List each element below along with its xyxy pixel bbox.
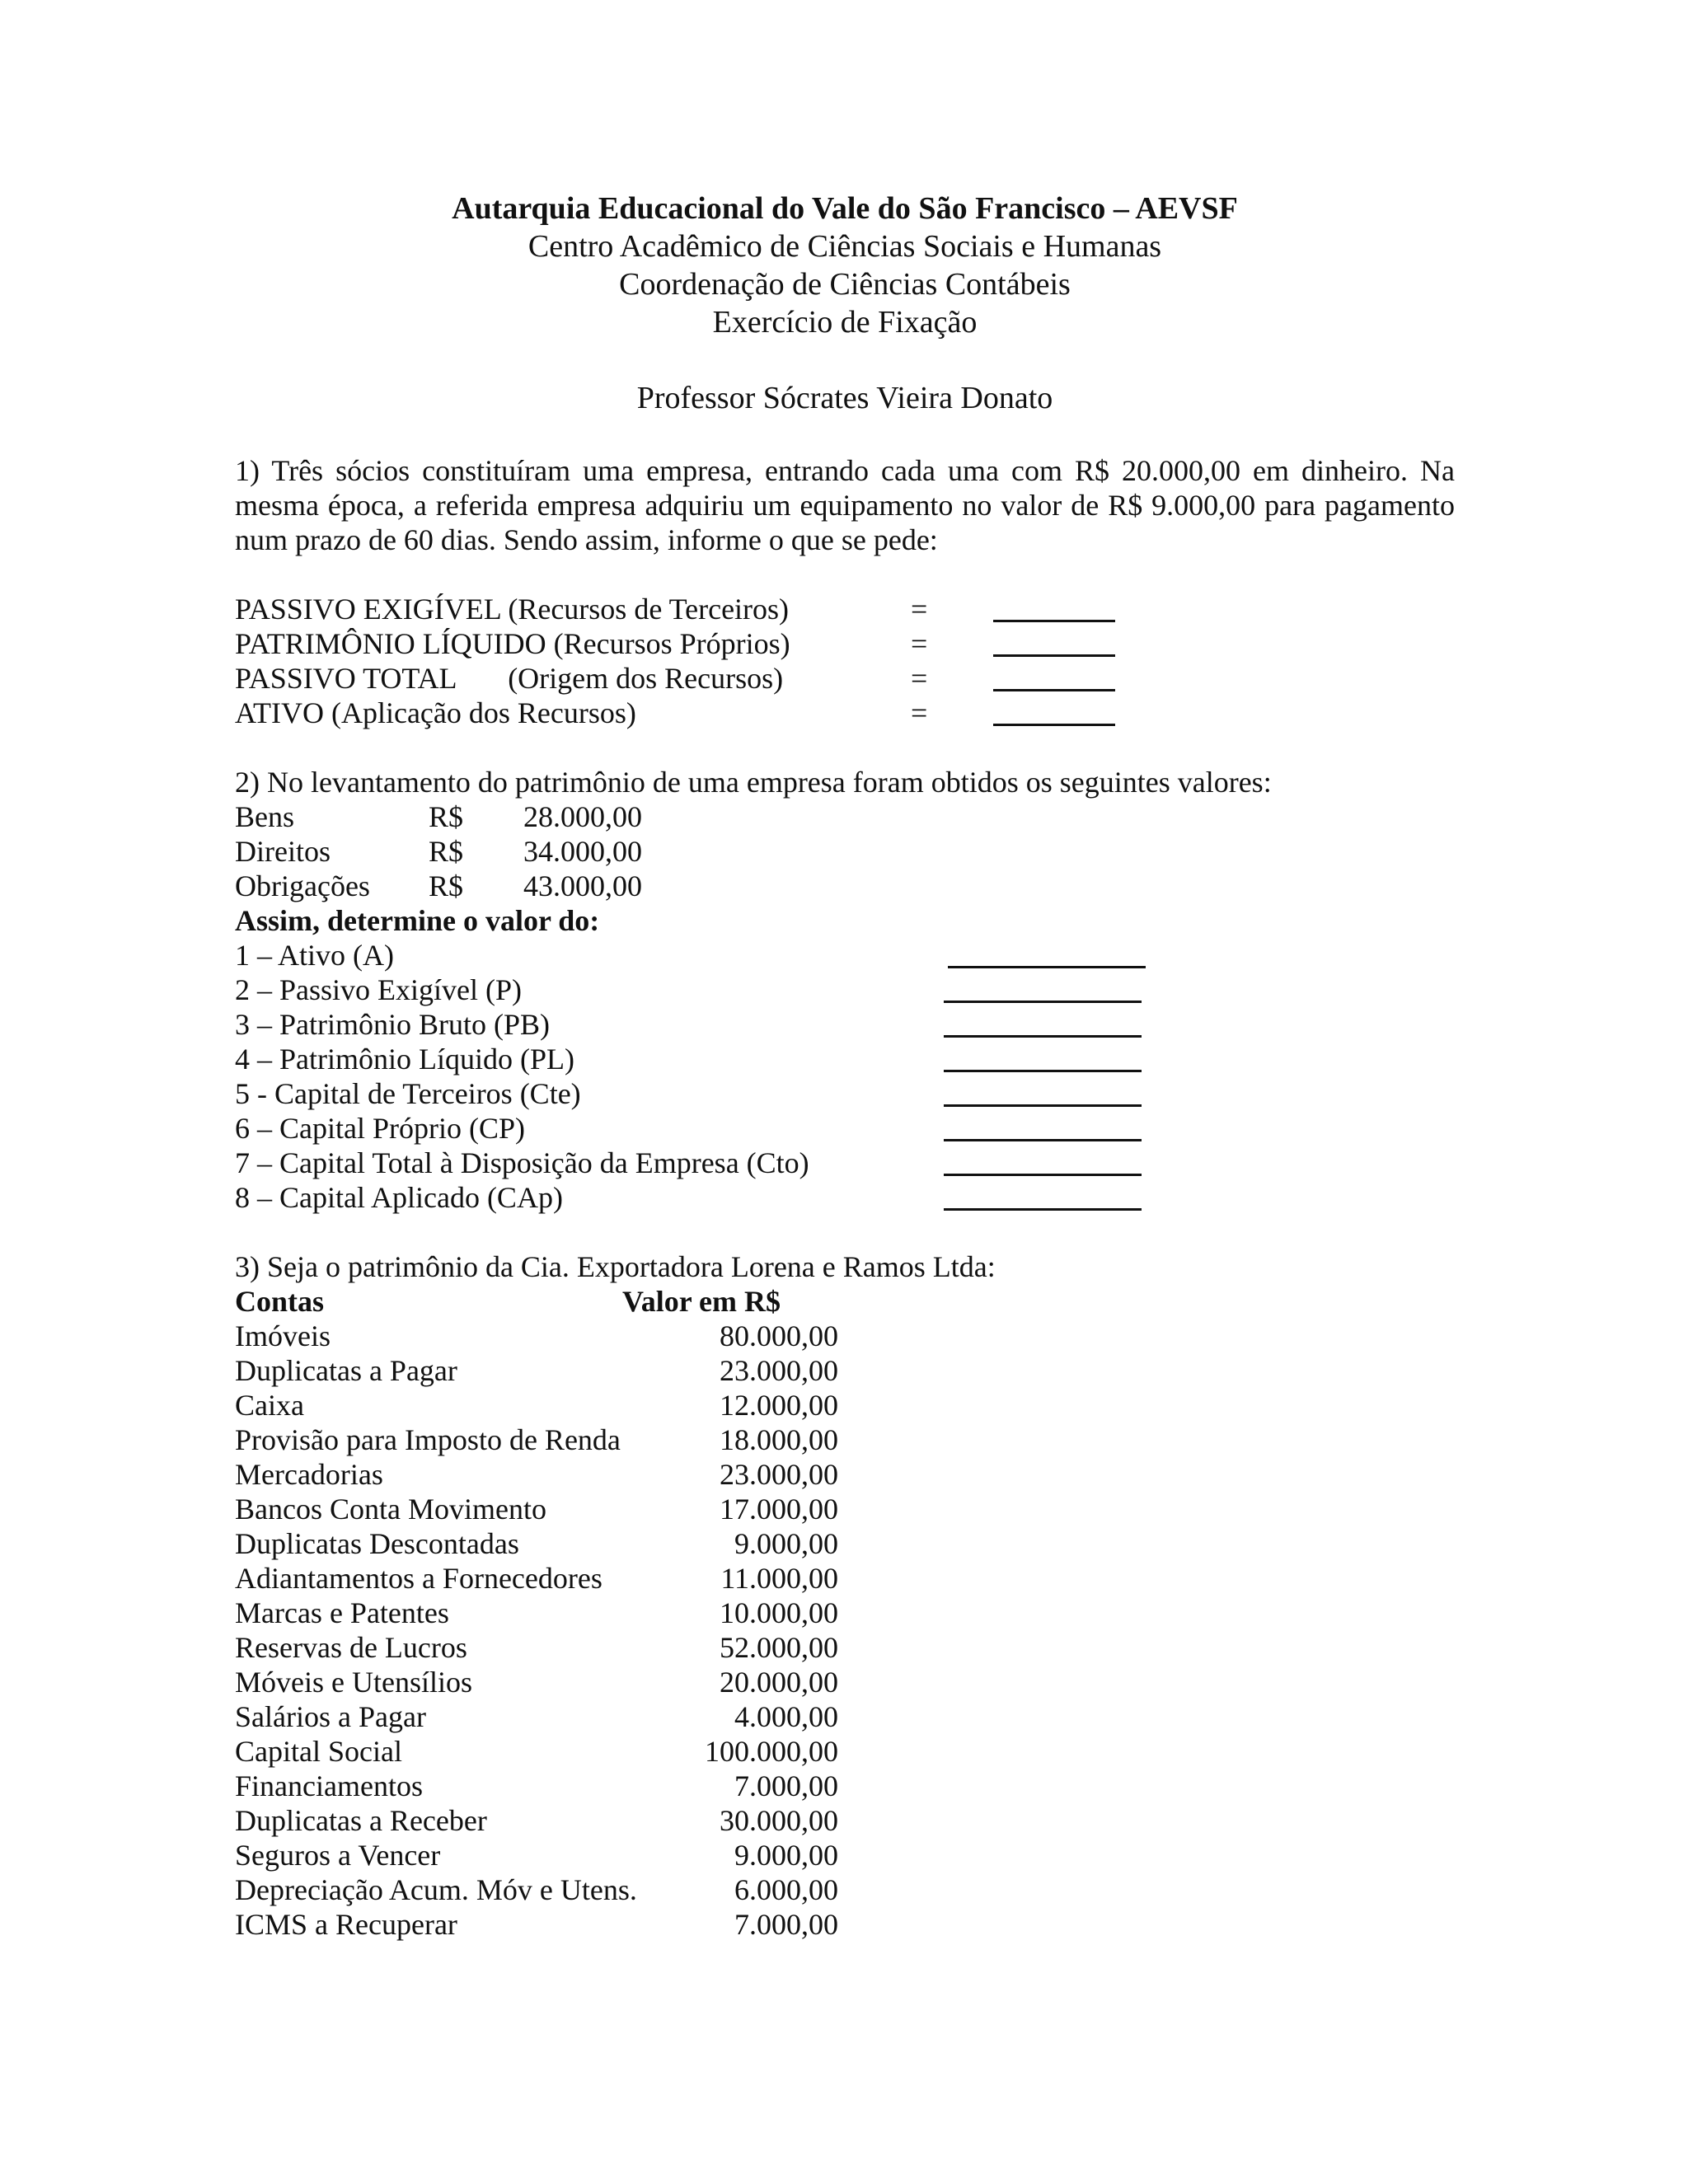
account-name: Imóveis <box>235 1319 331 1352</box>
q1-answer-blank <box>993 689 1115 691</box>
q2-item-label: 7 – Capital Total à Disposição da Empresa (Cto) <box>235 1146 809 1179</box>
q2-answer-blank <box>944 1035 1142 1038</box>
document-page <box>235 190 1455 1942</box>
q2-answer-blank <box>944 1208 1142 1211</box>
question-3-text: 3) Seja o patrimônio da Cia. Exportadora Lorena e Ramos Ltda: <box>235 1250 996 1283</box>
q2-value-amount: 43.000,00 <box>523 869 642 902</box>
account-name: Duplicatas a Receber <box>235 1804 487 1837</box>
q2-answer-blank <box>944 1001 1142 1003</box>
account-value: 9.000,00 <box>734 1839 838 1872</box>
table-row <box>235 1492 1455 1526</box>
q2-value-currency: R$ <box>429 835 464 868</box>
table-row <box>235 1734 1455 1769</box>
account-name: Adiantamentos a Fornecedores <box>235 1562 603 1595</box>
table-row <box>235 1457 1455 1492</box>
account-value: 10.000,00 <box>720 1596 838 1629</box>
q1-equals-sign: = <box>911 662 928 695</box>
account-value: 100.000,00 <box>705 1735 838 1768</box>
q2-value-name: Obrigações <box>235 869 370 902</box>
q1-equals-sign: = <box>911 696 928 729</box>
account-value: 52.000,00 <box>720 1631 838 1664</box>
q1-equals-sign: = <box>911 627 928 660</box>
q2-value-name: Bens <box>235 800 294 833</box>
q2-value-row <box>235 869 1455 903</box>
account-name: Marcas e Patentes <box>235 1596 449 1629</box>
q3-col-accounts: Contas <box>235 1285 325 1318</box>
account-name: Seguros a Vencer <box>235 1839 441 1872</box>
table-row <box>235 1630 1455 1665</box>
account-value: 7.000,00 <box>734 1908 838 1941</box>
account-name: Reservas de Lucros <box>235 1631 467 1664</box>
q2-value-name: Direitos <box>235 835 331 868</box>
q1-row-label: PATRIMÔNIO LÍQUIDO (Recursos Próprios) <box>235 627 790 660</box>
coordination-title: Coordenação de Ciências Contábeis <box>619 267 1071 302</box>
table-row <box>235 1769 1455 1803</box>
q2-item-row <box>235 1180 1455 1215</box>
account-name: Depreciação Acum. Móv e Utens. <box>235 1873 637 1906</box>
table-row <box>235 1319 1455 1353</box>
account-value: 17.000,00 <box>720 1493 838 1526</box>
account-name: Duplicatas a Pagar <box>235 1354 457 1387</box>
q2-instruction: Assim, determine o valor do: <box>235 904 600 937</box>
account-value: 23.000,00 <box>720 1458 838 1491</box>
q2-value-row <box>235 834 1455 869</box>
q1-row-label: ATIVO (Aplicação dos Recursos) <box>235 696 636 729</box>
account-name: Provisão para Imposto de Renda <box>235 1423 621 1456</box>
q2-answer-blank <box>948 966 1146 968</box>
table-row <box>235 1596 1455 1630</box>
account-value: 12.000,00 <box>720 1389 838 1422</box>
q2-answer-blank <box>944 1139 1142 1141</box>
table-row <box>235 1803 1455 1838</box>
q2-item-row <box>235 1007 1455 1042</box>
institution-title: Autarquia Educacional do Vale do São Francisco – AEVSF <box>452 191 1238 226</box>
account-value: 30.000,00 <box>720 1804 838 1837</box>
question-2-text: 2) No levantamento do patrimônio de uma empresa foram obtidos os seguintes valores: <box>235 766 1272 799</box>
account-name: Salários a Pagar <box>235 1700 426 1733</box>
table-row <box>235 1872 1455 1907</box>
account-value: 18.000,00 <box>720 1423 838 1456</box>
q2-value-currency: R$ <box>429 869 464 902</box>
account-value: 7.000,00 <box>734 1769 838 1802</box>
table-row <box>235 1526 1455 1561</box>
q2-value-amount: 28.000,00 <box>523 800 642 833</box>
account-name: Móveis e Utensílios <box>235 1666 472 1699</box>
account-name: ICMS a Recuperar <box>235 1908 457 1941</box>
center-title: Centro Acadêmico de Ciências Sociais e Humanas <box>528 229 1162 264</box>
q3-col-value: Valor em R$ <box>622 1285 781 1318</box>
account-name: Financiamentos <box>235 1769 423 1802</box>
q2-item-label: 5 - Capital de Terceiros (Cte) <box>235 1077 581 1110</box>
q1-answer-blank <box>993 654 1115 657</box>
account-value: 4.000,00 <box>734 1700 838 1733</box>
q2-item-label: 8 – Capital Aplicado (CAp) <box>235 1181 563 1214</box>
question-1-rows <box>235 592 1455 730</box>
q1-answer-blank <box>993 724 1115 726</box>
q2-answer-blank <box>944 1070 1142 1072</box>
q3-accounts-table <box>235 1319 1455 1942</box>
q2-value-currency: R$ <box>429 800 464 833</box>
table-row <box>235 1561 1455 1596</box>
account-name: Capital Social <box>235 1735 402 1768</box>
q2-item-label: 1 – Ativo (A) <box>235 939 394 972</box>
table-row <box>235 1699 1455 1734</box>
table-row <box>235 1665 1455 1699</box>
document-header <box>235 190 1455 379</box>
section-gap <box>235 730 1455 765</box>
q2-value-row <box>235 799 1455 834</box>
q2-item-row <box>235 1042 1455 1076</box>
account-name: Mercadorias <box>235 1458 383 1491</box>
q1-equals-sign: = <box>911 593 928 626</box>
account-name: Caixa <box>235 1389 304 1422</box>
q2-item-label: 4 – Patrimônio Líquido (PL) <box>235 1043 574 1076</box>
account-value: 11.000,00 <box>720 1562 838 1595</box>
q2-item-label: 6 – Capital Próprio (CP) <box>235 1112 525 1145</box>
q2-item-row <box>235 1076 1455 1111</box>
question-1-text: 1) Três sócios constituíram uma empresa, entrando cada uma com R$ 20.000,00 em dinheiro. Na mesma época, a referida empresa adquiriu um equipamento no valor de R$ 9.000,00 para pagamento num prazo de 60 dias. Sendo assim, informe o que se pede: <box>235 454 1455 556</box>
q2-answer-blank <box>944 1174 1142 1176</box>
section-gap <box>235 1215 1455 1249</box>
q1-row <box>235 592 1455 626</box>
table-row <box>235 1388 1455 1422</box>
q2-item-row <box>235 972 1455 1007</box>
professor-name: Professor Sócrates Vieira Donato <box>636 381 1053 415</box>
account-value: 80.000,00 <box>720 1319 838 1352</box>
q1-row <box>235 696 1455 730</box>
q1-row <box>235 661 1455 696</box>
q3-table-header <box>235 1284 1455 1319</box>
q1-answer-blank <box>993 620 1115 622</box>
account-name: Bancos Conta Movimento <box>235 1493 546 1526</box>
header-spacer <box>235 341 1455 379</box>
account-value: 6.000,00 <box>734 1873 838 1906</box>
q2-item-label: 2 – Passivo Exigível (P) <box>235 973 522 1006</box>
table-row <box>235 1838 1455 1872</box>
table-row <box>235 1907 1455 1942</box>
q2-item-label: 3 – Patrimônio Bruto (PB) <box>235 1008 551 1041</box>
q2-answer-blank <box>944 1104 1142 1107</box>
account-value: 23.000,00 <box>720 1354 838 1387</box>
q2-item-row <box>235 938 1455 972</box>
table-row <box>235 1422 1455 1457</box>
q2-item-row <box>235 1146 1455 1180</box>
exercise-title: Exercício de Fixação <box>712 305 978 340</box>
table-row <box>235 1353 1455 1388</box>
q2-value-amount: 34.000,00 <box>523 835 642 868</box>
account-value: 9.000,00 <box>734 1527 838 1560</box>
q1-row-label: PASSIVO TOTAL (Origem dos Recursos) <box>235 662 784 695</box>
account-value: 20.000,00 <box>720 1666 838 1699</box>
q1-row <box>235 626 1455 661</box>
account-name: Duplicatas Descontadas <box>235 1527 519 1560</box>
q2-item-row <box>235 1111 1455 1146</box>
q1-row-label: PASSIVO EXIGÍVEL (Recursos de Terceiros) <box>235 593 790 626</box>
